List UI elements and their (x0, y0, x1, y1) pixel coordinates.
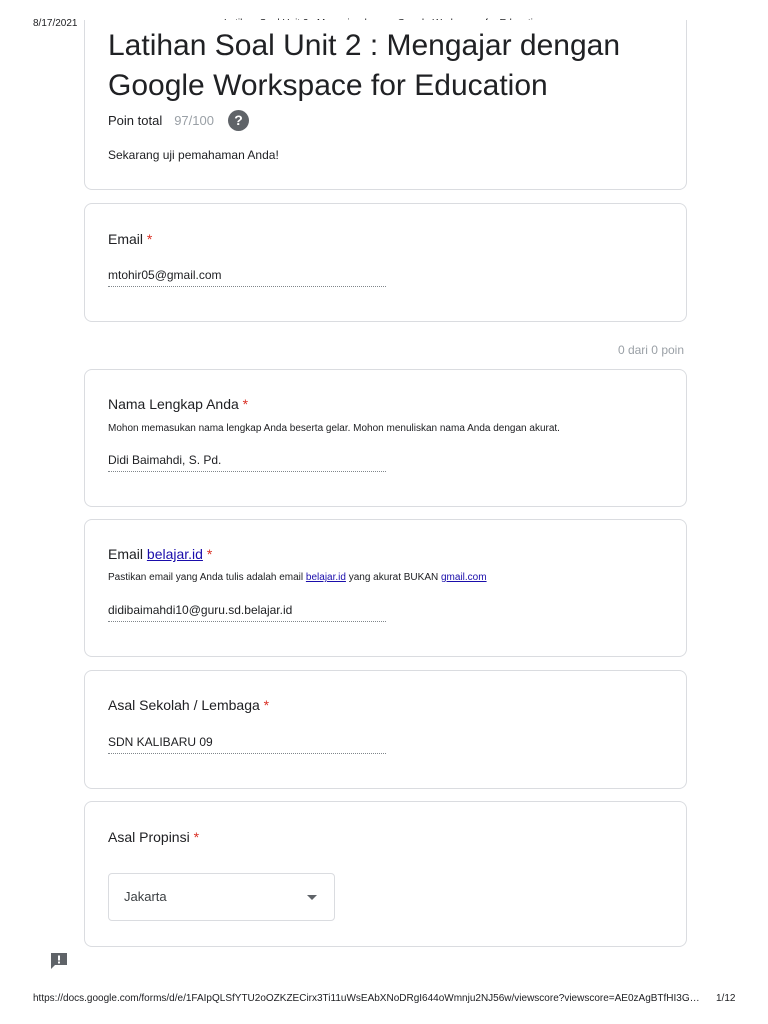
province-selected-value: Jakarta (124, 889, 167, 904)
question-label: Asal Sekolah / Lembaga (108, 697, 260, 713)
province-select[interactable] (108, 873, 335, 921)
question-label: Email (108, 546, 144, 562)
question-label: Asal Propinsi (108, 829, 190, 845)
school-answer: SDN KALIBARU 09 (108, 735, 386, 754)
print-date: 8/17/2021 (33, 18, 78, 29)
help-middle: yang akurat BUKAN (348, 572, 439, 583)
question-help-text: Mohon memasukan nama lengkap Anda beserta gelar. Mohon menuliskan nama Anda dengan akurat. (108, 423, 560, 434)
help-circle-icon[interactable]: ? (228, 110, 249, 131)
print-url: https://docs.google.com/forms/d/e/1FAIpQLSfYTU2oOZKZECirx3Ti11uWsEAbXNoDRgI644oWmnju2NJ56w/viewscore?viewscore=AE0zAgBTfHI3G… (33, 993, 700, 1004)
page-number: 1/12 (716, 993, 736, 1004)
required-asterisk: * (242, 396, 249, 412)
belajar-email-question-card (84, 519, 687, 657)
email-answer: mtohir05@gmail.com (108, 268, 386, 287)
required-asterisk: * (146, 231, 153, 247)
required-asterisk: * (263, 697, 270, 713)
points-value: 97/100 (174, 112, 214, 128)
question-label: Email (108, 231, 144, 247)
required-asterisk: * (193, 829, 200, 845)
form-title: Latihan Soal Unit 2 : Mengajar dengan Google Workspace for Education (108, 29, 621, 102)
name-answer: Didi Baimahdi, S. Pd. (108, 453, 386, 472)
caret-down-icon (307, 895, 317, 900)
form-header-card (84, 20, 687, 190)
question-help-text (108, 572, 487, 583)
points-label: Poin total (108, 112, 163, 128)
question-label: Nama Lengkap Anda (108, 396, 239, 412)
belajar-id-help-link[interactable]: belajar.id (305, 572, 346, 583)
section-score: 0 dari 0 poin (617, 343, 684, 357)
school-question-card (84, 670, 687, 789)
belajar-email-answer: didibaimahdi10@guru.sd.belajar.id (108, 603, 386, 622)
gmail-link[interactable]: gmail.com (441, 572, 487, 583)
total-points (108, 109, 249, 131)
question-title (108, 697, 269, 713)
province-question-card (84, 801, 687, 947)
question-title (108, 396, 248, 412)
form-description: Sekarang uji pemahaman Anda! (108, 148, 279, 162)
question-title (108, 829, 199, 845)
email-question-card (84, 203, 687, 322)
question-title (108, 231, 152, 247)
name-question-card (84, 369, 687, 507)
question-title (108, 546, 212, 562)
belajar-id-link[interactable]: belajar.id (146, 546, 203, 562)
feedback-icon[interactable] (49, 951, 69, 971)
required-asterisk: * (206, 546, 213, 562)
help-prefix: Pastikan email yang Anda tulis adalah email (108, 572, 304, 583)
